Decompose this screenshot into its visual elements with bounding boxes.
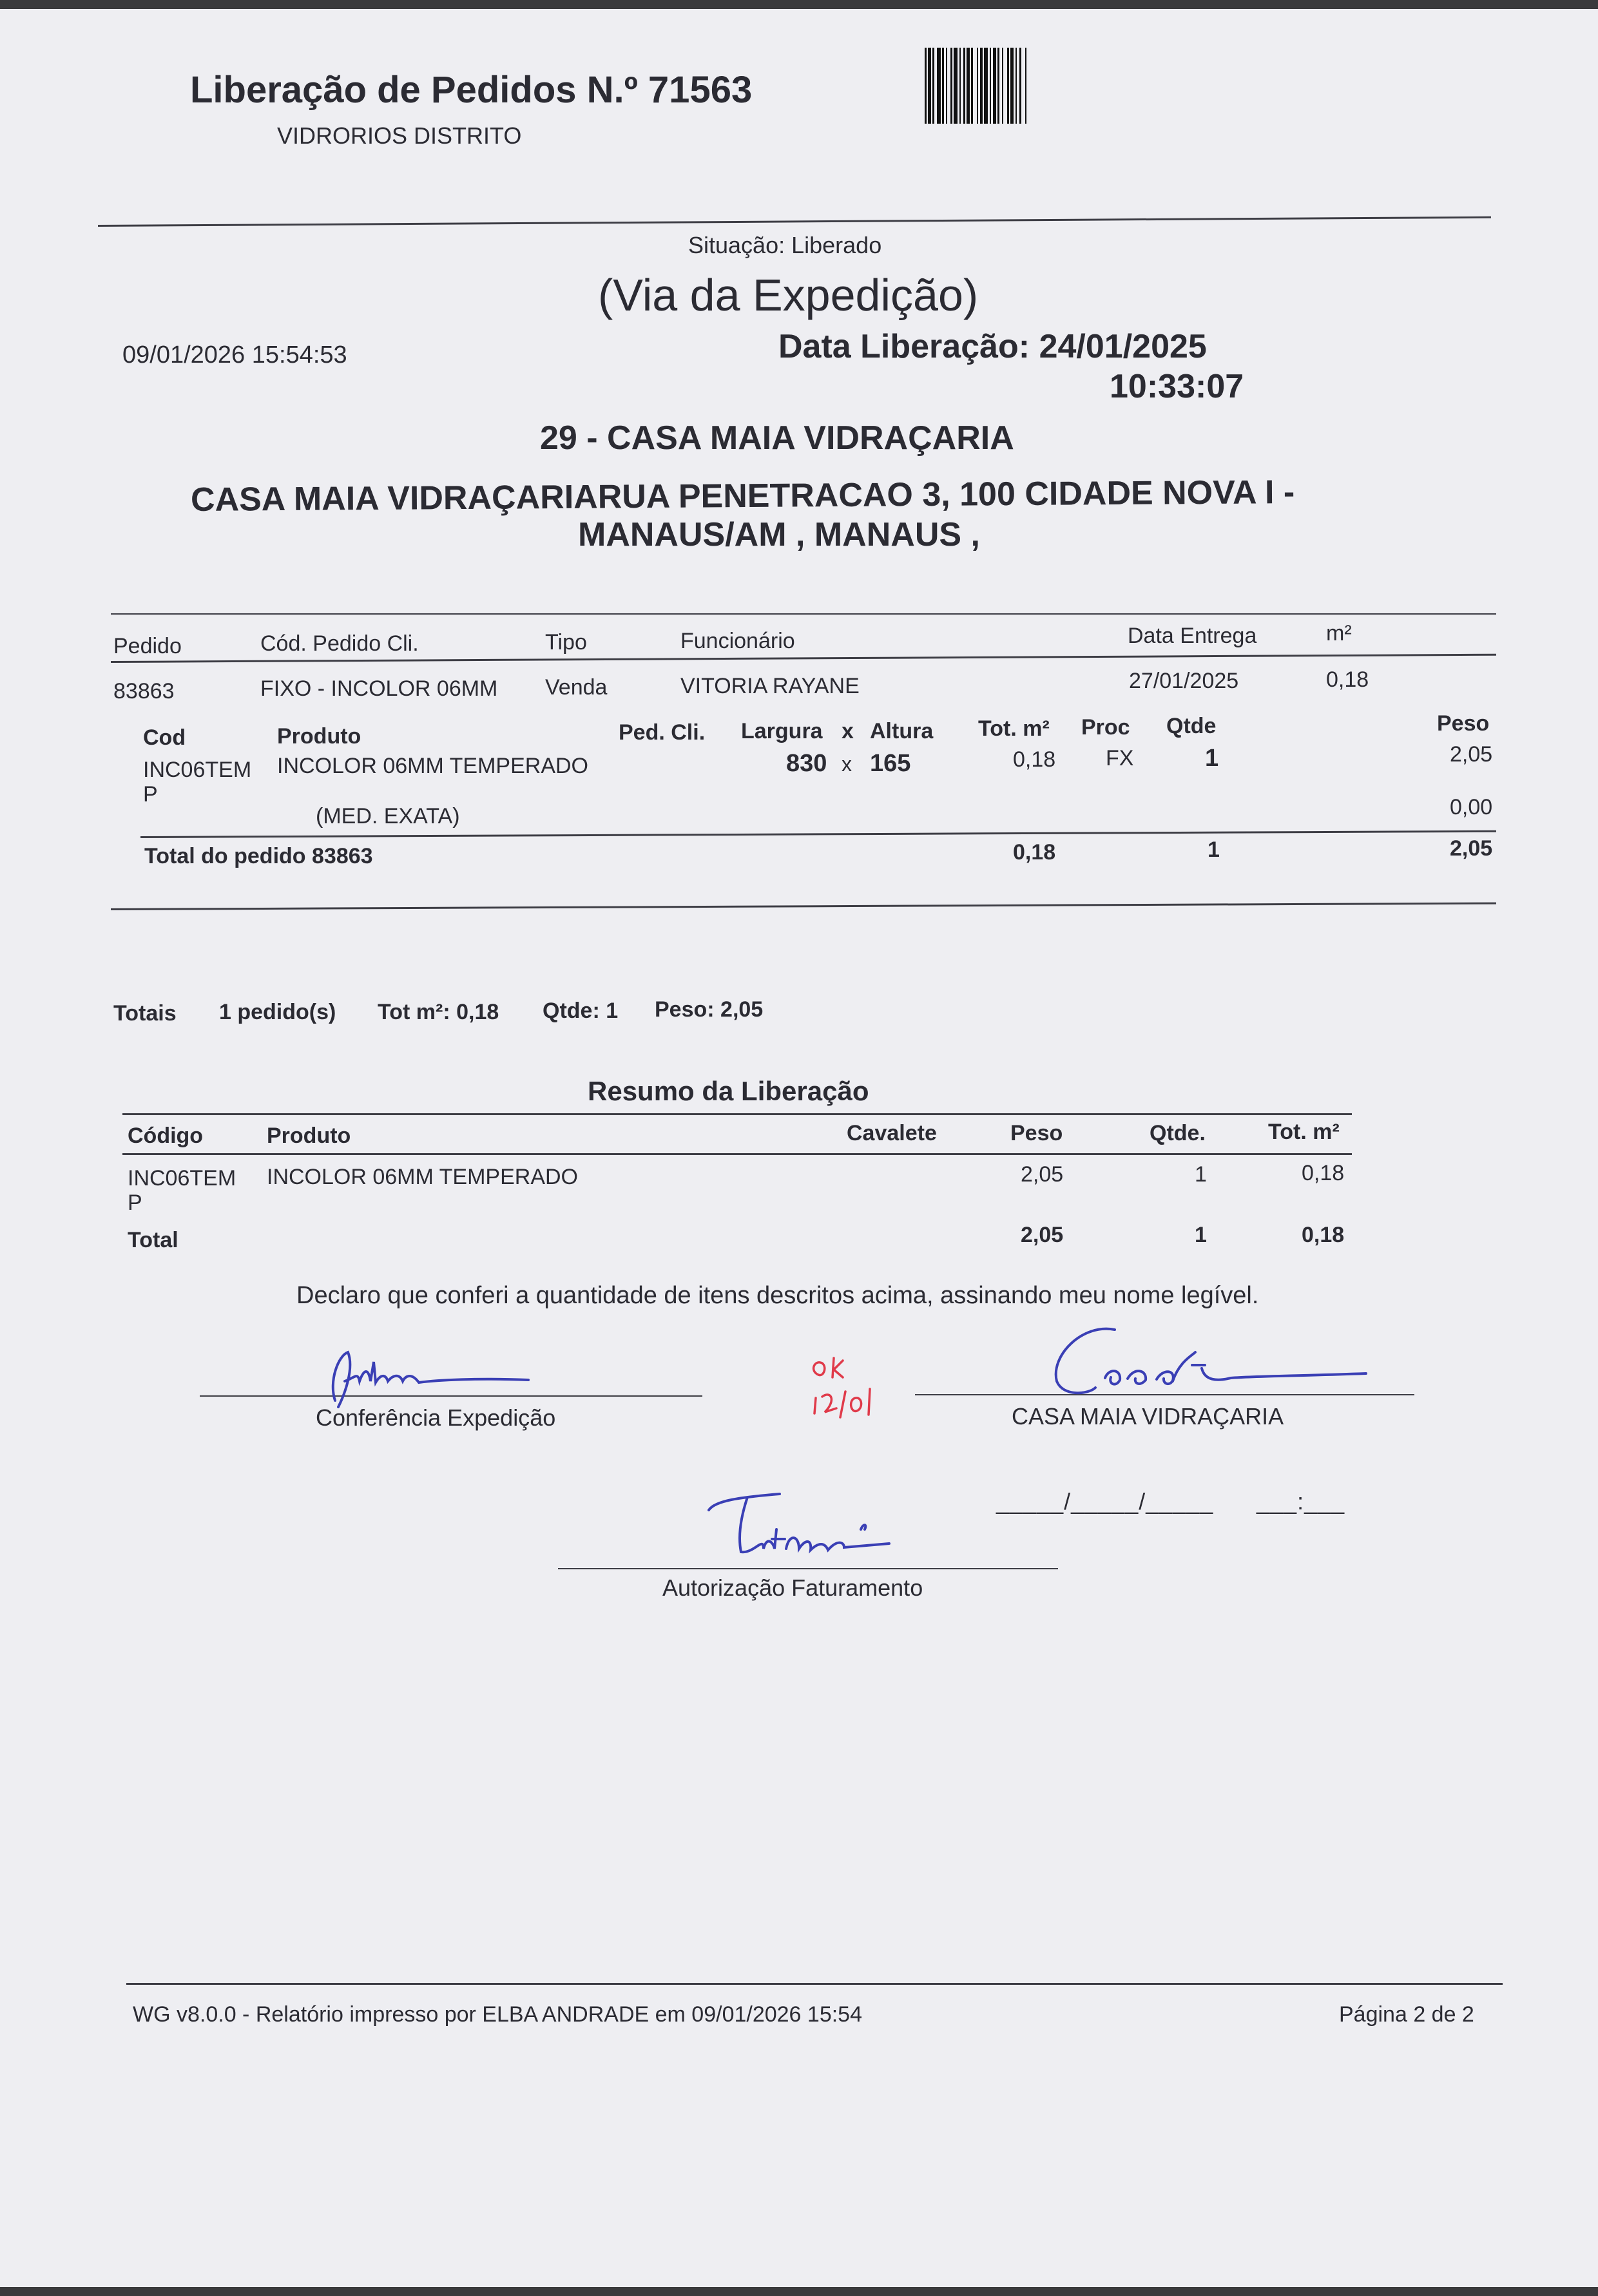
- summary-header-rule: [122, 1153, 1352, 1155]
- order-total-label: Total do pedido 83863: [144, 844, 373, 868]
- item-col-peso: Peso: [1437, 711, 1490, 736]
- col-m2: m²: [1326, 621, 1352, 646]
- order-m2: 0,18: [1326, 667, 1369, 692]
- summary-top-rule: [122, 1113, 1352, 1115]
- order-employee: VITORIA RAYANE: [680, 674, 860, 698]
- order-table-top-rule: [111, 613, 1496, 615]
- item-col-cod: Cod: [143, 725, 186, 750]
- release-time: 10:33:07: [1110, 368, 1244, 405]
- item-proc: FX: [1106, 746, 1134, 770]
- footer-printed-by: WG v8.0.0 - Relatório impresso por ELBA ANDRADE em 09/01/2026 15:54: [133, 2002, 862, 2027]
- item-peso: 2,05: [1450, 742, 1493, 767]
- order-total-m2: 0,18: [1013, 840, 1056, 865]
- release-date: Data Liberação: 24/01/2025: [778, 328, 1207, 365]
- item-qtde: 1: [1205, 745, 1219, 772]
- summary-qtde: 1: [1195, 1162, 1207, 1187]
- handwritten-ok-note: [809, 1355, 919, 1433]
- barcode: [925, 48, 1170, 124]
- totals-label: Totais: [113, 1001, 177, 1026]
- client-signature-label: CASA MAIA VIDRAÇARIA: [1012, 1403, 1284, 1430]
- order-total-peso: 2,05: [1450, 836, 1493, 861]
- order-number: 83863: [113, 679, 175, 703]
- item-col-largura: Largura: [741, 719, 823, 743]
- order-type: Venda: [545, 675, 608, 700]
- printed-datetime: 09/01/2026 15:54:53: [122, 341, 347, 368]
- summary-produto: INCOLOR 06MM TEMPERADO: [267, 1165, 579, 1189]
- summary-total-qtde: 1: [1195, 1223, 1207, 1247]
- col-cod-pedido-cli: Cód. Pedido Cli.: [260, 631, 419, 656]
- item-col-proc: Proc: [1081, 715, 1130, 740]
- summary-col-codigo: Código: [128, 1124, 204, 1148]
- copy-designation: (Via da Expedição): [598, 270, 979, 320]
- item-cod-line1: INC06TEM: [143, 758, 252, 782]
- col-pedido: Pedido: [113, 634, 182, 658]
- totals-qtde: Qtde: 1: [543, 999, 619, 1023]
- item-note: (MED. EXATA): [316, 804, 460, 828]
- document-title: Liberação de Pedidos N.º 71563: [190, 69, 753, 111]
- totals-orders: 1 pedido(s): [219, 1000, 336, 1024]
- header-divider: [98, 216, 1491, 227]
- item-note-peso: 0,00: [1450, 795, 1493, 819]
- item-produto: INCOLOR 06MM TEMPERADO: [277, 754, 589, 778]
- conference-label: Conferência Expedição: [316, 1404, 556, 1431]
- footer-page-number: Página 2 de 2: [1339, 2002, 1474, 2027]
- item-cod-line2: P: [143, 782, 158, 807]
- item-tot-m2: 0,18: [1013, 747, 1056, 772]
- summary-codigo-line1: INC06TEM: [128, 1166, 236, 1191]
- item-altura: 165: [870, 750, 911, 777]
- conference-signature: [309, 1343, 541, 1413]
- summary-total-tot-m2: 0,18: [1302, 1223, 1345, 1247]
- item-col-altura: Altura: [870, 719, 934, 743]
- client-name: 29 - CASA MAIA VIDRAÇARIA: [540, 419, 1014, 457]
- client-signature: [1044, 1317, 1379, 1401]
- col-funcionario: Funcionário: [680, 629, 795, 653]
- declaration-text: Declaro que conferi a quantidade de itens descritos acima, assinando meu nome legível.: [296, 1282, 1259, 1309]
- summary-codigo-line2: P: [128, 1191, 142, 1215]
- totals-m2: Tot m²: 0,18: [378, 1000, 499, 1024]
- client-address-line2: MANAUS/AM , MANAUS ,: [578, 516, 980, 553]
- client-address-line1: CASA MAIA VIDRAÇARIARUA PENETRACAO 3, 100 CIDADE NOVA I -: [190, 474, 1295, 519]
- order-delivery-date: 27/01/2025: [1129, 669, 1239, 693]
- authorization-signature-line: [558, 1568, 1058, 1569]
- order-table-bottom-rule: [111, 903, 1496, 910]
- item-col-qtde: Qtde: [1166, 714, 1217, 738]
- summary-col-cavalete: Cavalete: [847, 1121, 937, 1145]
- summary-title: Resumo da Liberação: [588, 1076, 869, 1106]
- col-tipo: Tipo: [545, 630, 587, 655]
- item-col-produto: Produto: [277, 724, 361, 749]
- document-page: [0, 9, 1598, 2287]
- summary-peso: 2,05: [1021, 1162, 1064, 1187]
- summary-total-label: Total: [128, 1228, 178, 1252]
- summary-col-peso: Peso: [1010, 1121, 1063, 1145]
- order-total-qtde: 1: [1208, 837, 1220, 862]
- col-data-entrega: Data Entrega: [1128, 624, 1257, 648]
- summary-col-tot-m2: Tot. m²: [1268, 1120, 1340, 1144]
- authorization-signature: [702, 1478, 934, 1568]
- summary-col-produto: Produto: [267, 1124, 351, 1148]
- item-total-rule: [140, 830, 1496, 838]
- company-name: VIDRORIOS DISTRITO: [277, 122, 522, 149]
- totals-peso: Peso: 2,05: [655, 997, 764, 1022]
- item-col-ped-cli: Ped. Cli.: [619, 720, 706, 745]
- summary-col-qtde: Qtde.: [1150, 1121, 1206, 1145]
- item-col-x: x: [842, 719, 854, 743]
- order-client-code: FIXO - INCOLOR 06MM: [260, 676, 498, 701]
- item-col-tot-m2: Tot. m²: [978, 716, 1050, 741]
- item-largura: 830: [786, 750, 827, 777]
- item-x: x: [842, 752, 852, 776]
- time-blank: ___:___: [1256, 1488, 1345, 1515]
- authorization-label: Autorização Faturamento: [662, 1574, 923, 1601]
- summary-tot-m2: 0,18: [1302, 1161, 1345, 1185]
- status-text: Situação: Liberado: [688, 232, 882, 258]
- footer-rule: [126, 1983, 1503, 1985]
- date-blank: _____/_____/_____: [996, 1488, 1214, 1515]
- summary-total-peso: 2,05: [1021, 1223, 1064, 1247]
